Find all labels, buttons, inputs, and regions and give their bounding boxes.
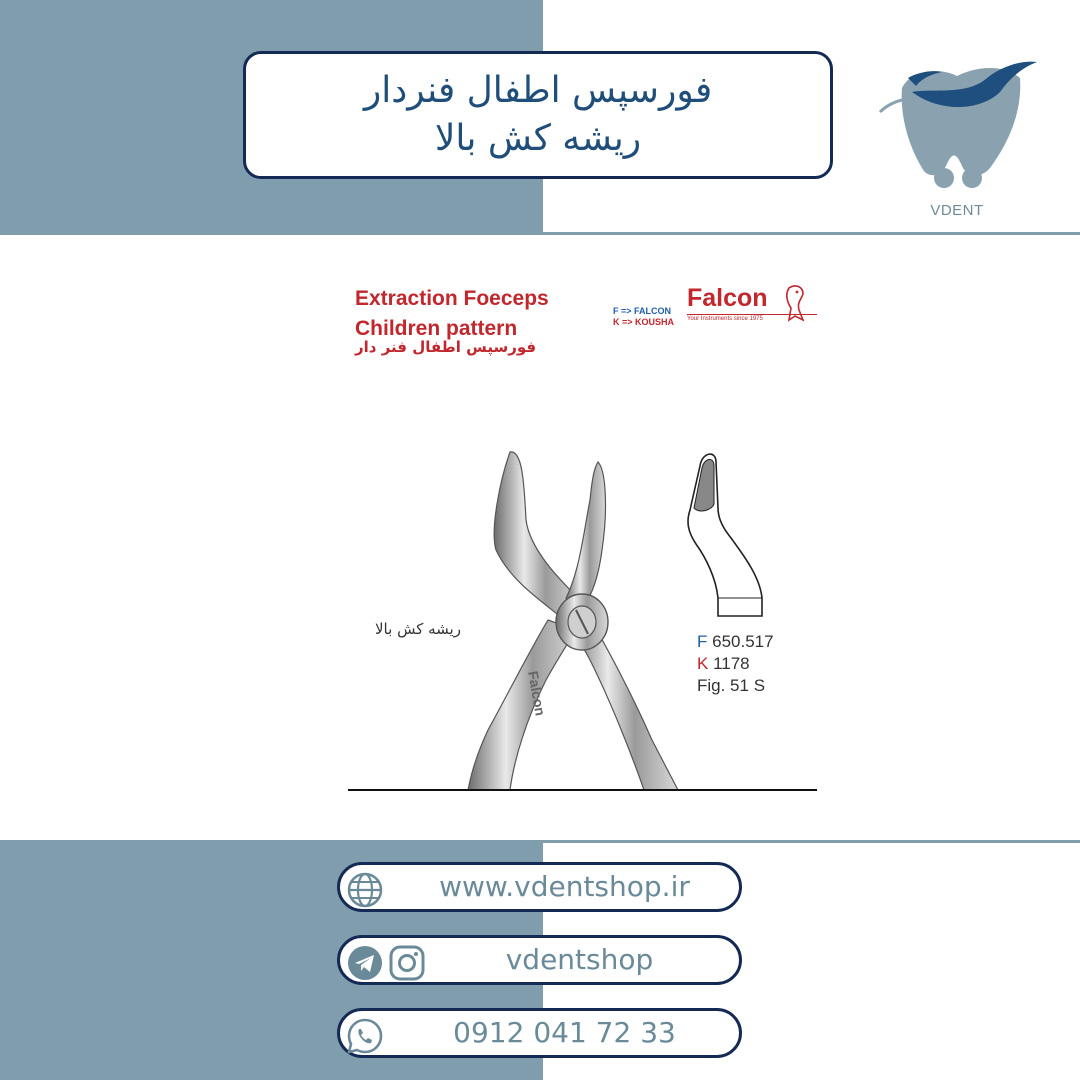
social-link[interactable] bbox=[337, 935, 742, 985]
globe-icon bbox=[346, 871, 384, 913]
code-falcon bbox=[697, 631, 774, 653]
catalog-heading-fa: فورسپس اطفال فنر دار bbox=[355, 338, 537, 356]
catalog-baseline bbox=[348, 789, 817, 791]
code-k-value: 1178 bbox=[713, 654, 750, 673]
forceps-image bbox=[430, 440, 700, 790]
forceps-brand-engraving: Falcon bbox=[525, 669, 549, 717]
instrument-label-fa: ریشه کش بالا bbox=[375, 620, 461, 638]
code-f-prefix: F bbox=[697, 632, 708, 651]
instagram-icon bbox=[388, 944, 426, 986]
code-kousha bbox=[697, 653, 774, 675]
phone-link[interactable] bbox=[337, 1008, 742, 1058]
catalog-heading-line-1: Extraction Foeceps bbox=[355, 287, 549, 310]
footer-divider bbox=[543, 840, 1080, 843]
legend-kousha: K => KOUSHA bbox=[613, 317, 675, 327]
legend-falcon: F => FALCON bbox=[613, 306, 672, 316]
product-codes bbox=[697, 631, 774, 697]
telegram-icon bbox=[346, 944, 384, 986]
falcon-brand bbox=[687, 284, 817, 326]
falcon-brand-tagline: Your Instruments since 1975 bbox=[687, 316, 763, 322]
website-link[interactable] bbox=[337, 862, 742, 912]
phone-text: 0912 041 72 33 bbox=[453, 1016, 676, 1049]
falcon-bird-icon bbox=[783, 284, 807, 322]
code-f-value: 650.517 bbox=[712, 632, 774, 651]
website-text: www.vdentshop.ir bbox=[439, 870, 690, 903]
falcon-brand-name: Falcon bbox=[687, 284, 768, 312]
title-box bbox=[243, 51, 833, 179]
whatsapp-icon bbox=[346, 1017, 384, 1059]
figure-number: Fig. 51 S bbox=[697, 676, 766, 695]
forceps-tip-diagram bbox=[676, 448, 776, 618]
header-divider bbox=[543, 232, 1080, 235]
vdent-logo[interactable] bbox=[872, 48, 1042, 228]
catalog-heading bbox=[355, 284, 549, 344]
code-k-prefix: K bbox=[697, 654, 709, 673]
catalog-heading-line-2: Children pattern bbox=[355, 317, 518, 340]
title-line-2: ریشه کش بالا bbox=[434, 118, 642, 159]
title-line-1: فورسپس اطفال فنردار bbox=[363, 70, 713, 111]
tooth-cart-logo-icon bbox=[872, 48, 1042, 198]
social-handle-text: vdentshop bbox=[505, 943, 654, 976]
brand-legend bbox=[613, 306, 674, 328]
logo-text: VDENT bbox=[930, 202, 984, 219]
